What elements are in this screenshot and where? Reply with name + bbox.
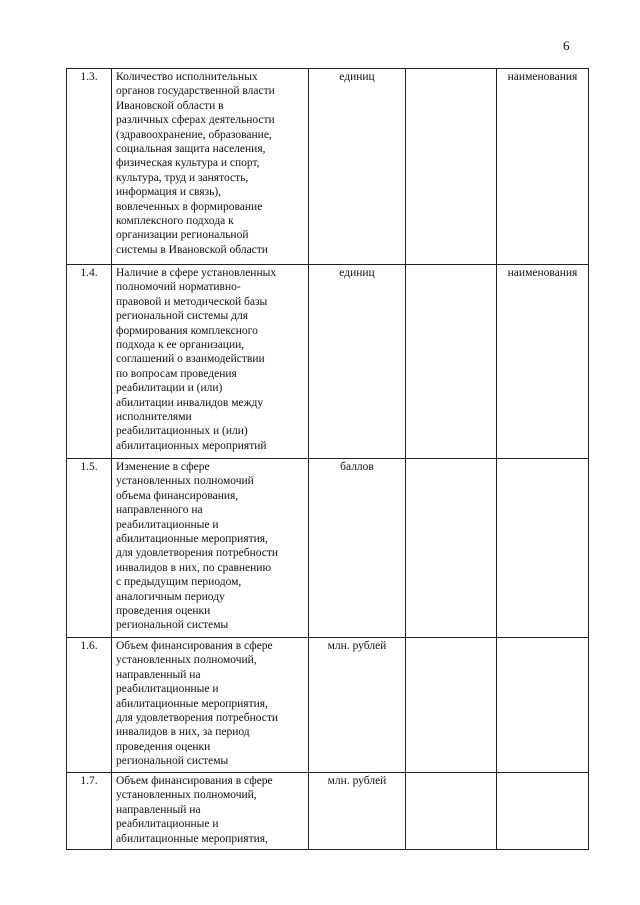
- note-cell: [497, 638, 589, 773]
- row-number: 1.3.: [67, 69, 112, 265]
- note-cell: наименования: [497, 265, 589, 459]
- indicator-table: [66, 68, 589, 850]
- indicator-description: Объем финансирования в сфере установленных полномочий, направленный на реабилитационные и абилитационные мероприятия,: [112, 773, 309, 850]
- note-cell: [497, 459, 589, 638]
- unit-of-measure: единиц: [309, 69, 406, 265]
- value-cell: [406, 459, 497, 638]
- page-number: 6: [563, 38, 570, 53]
- row-number: 1.7.: [67, 773, 112, 850]
- unit-of-measure: единиц: [309, 265, 406, 459]
- value-cell: [406, 69, 497, 265]
- row-number: 1.5.: [67, 459, 112, 638]
- unit-of-measure: млн. рублей: [309, 638, 406, 773]
- indicator-description: Количество исполнительных органов государственной власти Ивановской области в различных сферах деятельности (здравоохранение, образование, социальная защита населения, физическая культура и спорт, культура, труд и занятость, информация и связь), вовлеченных в формирование комплексного подхода к организации региональной системы в Ивановской области: [112, 69, 309, 265]
- value-cell: [406, 773, 497, 850]
- value-cell: [406, 638, 497, 773]
- row-number: 1.4.: [67, 265, 112, 459]
- table-row: [67, 265, 589, 459]
- unit-of-measure: баллов: [309, 459, 406, 638]
- table-row: [67, 69, 589, 265]
- unit-of-measure: млн. рублей: [309, 773, 406, 850]
- indicator-description: Изменение в сфере установленных полномочий объема финансирования, направленного на реабилитационные и абилитационные мероприятия, для удовлетворения потребности инвалидов в них, по сравнению с предыдущим периодом, аналогичным периоду проведения оценки региональной системы: [112, 459, 309, 638]
- indicator-description: Объем финансирования в сфере установленных полномочий, направленный на реабилитационные и абилитационные мероприятия, для удовлетворения потребности инвалидов в них, за период проведения оценки региональной системы: [112, 638, 309, 773]
- value-cell: [406, 265, 497, 459]
- row-number: 1.6.: [67, 638, 112, 773]
- table-row: [67, 638, 589, 773]
- table-row: [67, 459, 589, 638]
- table-row: [67, 773, 589, 850]
- note-cell: [497, 773, 589, 850]
- note-cell: наименования: [497, 69, 589, 265]
- indicator-description: Наличие в сфере установленных полномочий нормативно- правовой и методической базы региональной системы для формирования комплексного подхода к ее организации, соглашений о взаимодействии по вопросам проведения реабилитации и (или) абилитации инвалидов между исполнителями реабилитационных и (или) абилитационных мероприятий: [112, 265, 309, 459]
